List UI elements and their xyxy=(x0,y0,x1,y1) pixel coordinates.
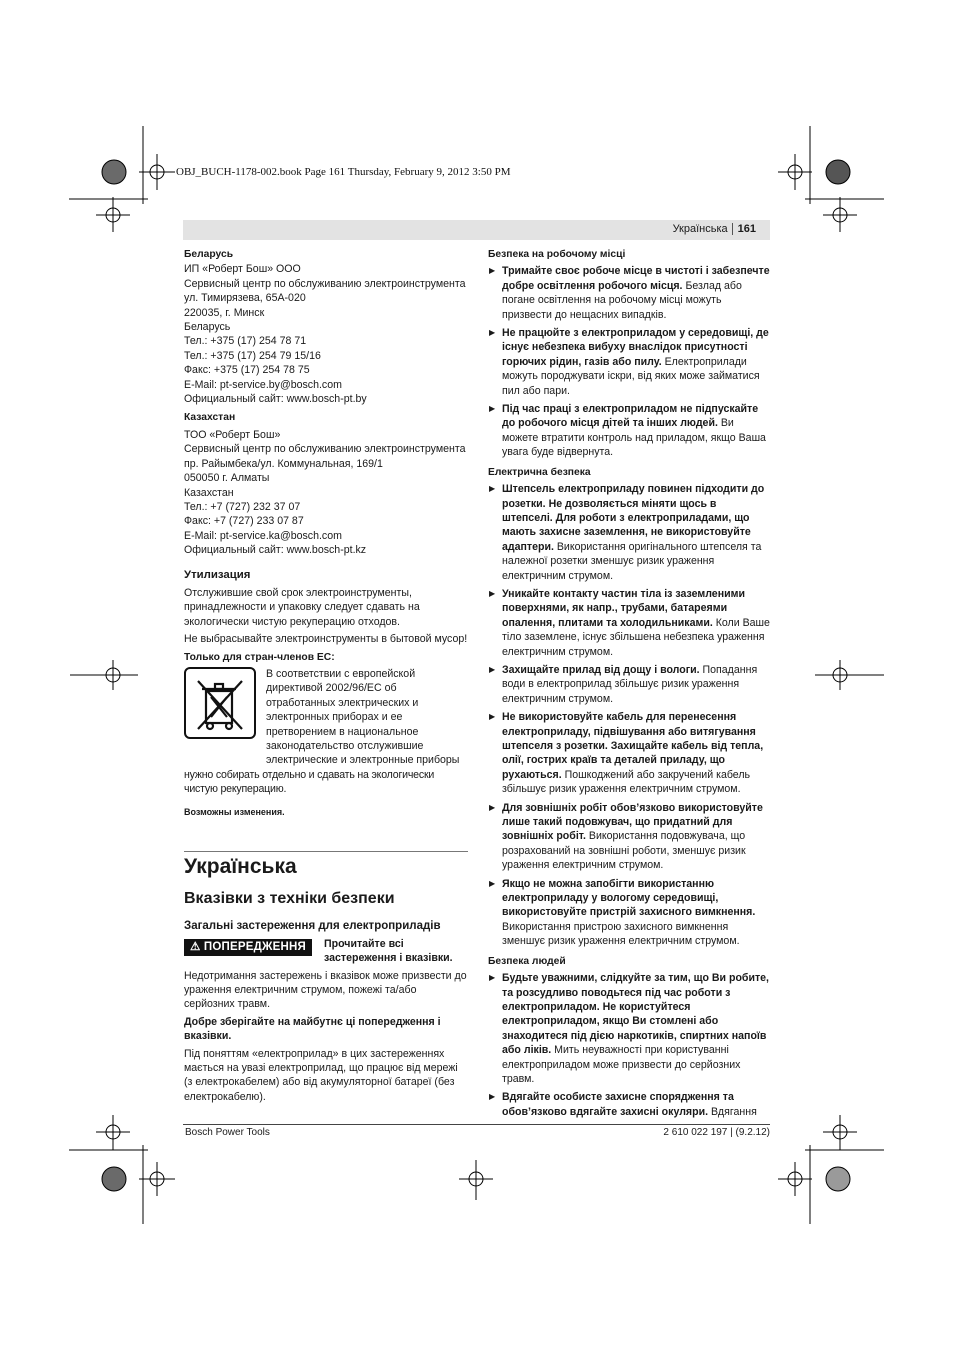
address-line: Сервисный центр по обслуживанию электроинструмента xyxy=(184,277,466,290)
list-item: ▶ Тримайте своє робоче місце в чистоті і забезпечте добре освітлення робочого місця. Безлад або погане освітлення на робочому місці можуть призвести до нещасних випадків. xyxy=(488,264,770,322)
disposal-warning: Не выбрасывайте электроинструменты в бытовой мусор! xyxy=(184,633,468,646)
keep-instructions: Добре зберігайте на майбутнє ці попередження і вказівки. xyxy=(184,1015,441,1043)
noncompliance-paragraph: Недотримання застережень і вказівок може призвести до ураження електричним струмом, пожежі та/або серйозних травм. xyxy=(184,969,467,1011)
phone-line: Тел.: +375 (17) 254 79 15/16 xyxy=(184,349,321,362)
eu-line: директивой 2002/96/ЕС об xyxy=(266,682,397,695)
address-line: Беларусь xyxy=(184,321,231,334)
eu-block xyxy=(184,667,468,768)
header-section: Українська xyxy=(672,223,728,235)
eu-line: законодательство отслужившие xyxy=(266,740,424,752)
eu-line: отработанных электрических и xyxy=(266,696,419,709)
eu-text xyxy=(266,667,459,768)
list-item: ▶ Для зовнішніх робіт обов’язково використовуйте лише такий подовжувач, що придатний для зовнішніх робіт. Використання подовжувача, що розрахований на зовнішні роботи, зменшує ризик ураження електричним струмом. xyxy=(488,801,770,873)
eu-line: электрические и электронные приборы xyxy=(266,754,460,767)
page-header xyxy=(183,220,770,240)
warning-block xyxy=(184,937,468,967)
address-line: Сервисный центр по обслуживанию электроинструмента xyxy=(184,443,466,456)
list-item: ▶ Не використовуйте кабель для перенесення електроприладу, підвішування або витягування штепселя з розетки. Захищайте кабель від тепла, олії, гострих країв та деталей приладу, що рухаються. Пошкоджений або закручений кабель збільшує ризик ураження електричним струмом. xyxy=(488,710,770,796)
eu-line: В соответствии с европейской xyxy=(266,667,416,680)
list-item: ▶ Уникайте контакту частин тіла із заземленими поверхнями, як напр., трубами, батареями опалення, плитами та холодильниками. Коли Ваше тіло заземлене, існує збільшена небезпека ураження електричним струмом. xyxy=(488,587,770,659)
work-area-title: Безпека на робочому місці xyxy=(488,249,626,260)
list-item: ▶ Захищайте прилад від дощу і вологи. Попадання води в електроприлад збільшує ризик ураження електричним струмом. xyxy=(488,663,770,706)
safety-title: Вказівки з техніки безпеки xyxy=(184,890,395,908)
kazakhstan-address xyxy=(184,428,468,558)
disposal-paragraph: Отслужившие свой срок электроинструменты, принадлежности и упаковку следует сдавать на экологически чистую рекуперацию отходов. xyxy=(184,586,420,628)
electrical-safety-list xyxy=(488,482,770,949)
address-line: 220035, г. Минск xyxy=(184,306,265,319)
fax-line: Факс: +375 (17) 254 78 75 xyxy=(184,364,310,377)
list-item: ▶ Штепсель електроприладу повинен підходити до розетки. Не дозволяється міняти щось в штепселі. Для роботи з електроприладами, що мають захисне заземлення, не використовуйте адаптери. Використання оригінального штепселя та належної розетки зменшує ризик ураження електричним струмом. xyxy=(488,482,770,583)
changes-note: Возможны изменения. xyxy=(184,806,285,817)
email-line: E-Mail: pt-service.ka@bosch.com xyxy=(184,529,342,542)
belarus-address xyxy=(184,262,468,406)
phone-line: Тел.: +7 (727) 232 37 07 xyxy=(184,500,301,513)
work-area-list xyxy=(488,264,770,459)
footer-rule xyxy=(183,1124,770,1125)
email-line: E-Mail: pt-service.by@bosch.com xyxy=(184,378,342,391)
personal-safety-list xyxy=(488,971,770,1119)
footer-brand: Bosch Power Tools xyxy=(185,1127,270,1138)
disposal-title: Утилизация xyxy=(184,568,251,581)
list-item: ▶ Під час праці з електроприладом не підпускайте до робочого місця дітей та інших людей. Ви можете втратити контроль над приладом, якщо Ваша увага буде відвернута. xyxy=(488,402,770,460)
belarus-title: Беларусь xyxy=(184,249,234,260)
address-line: пр. Райымбека/ул. Коммунальная, 169/1 xyxy=(184,457,383,470)
list-item: ▶ Вдягайте особисте захисне спорядження та обов’язково вдягайте захисні окуляри. Вдягання xyxy=(488,1090,770,1119)
eu-continuation: нужно собирать отдельно и сдавать на экологически чистую рекуперацию. xyxy=(184,768,435,796)
eu-title: Только для стран-членов ЕС: xyxy=(184,651,335,663)
phone-line: Тел.: +375 (17) 254 78 71 xyxy=(184,335,307,348)
weee-bin-icon xyxy=(184,667,256,739)
page-number: 161 xyxy=(732,223,756,235)
list-item: ▶ Якщо не можна запобігти використанню електроприладу у вологому середовищі, використовуйте пристрій захисного вимкнення. Використання пристрою захисного вимкнення зменшує ризик ураження електричним струмом. xyxy=(488,877,770,949)
language-section xyxy=(184,851,468,1104)
general-warnings-title: Загальні застереження для електроприладів xyxy=(184,920,441,933)
fax-line: Факс: +7 (727) 233 07 87 xyxy=(184,515,304,528)
personal-safety-title: Безпека людей xyxy=(488,955,566,967)
website-line: Официальный сайт: www.bosch-pt.by xyxy=(184,393,367,406)
print-slug: OBJ_BUCH-1178-002.book Page 161 Thursday, February 9, 2012 3:50 PM xyxy=(176,166,511,178)
warning-badge xyxy=(184,939,312,956)
list-item: ▶ Не працюйте з електроприладом у середовищі, де існує небезпека вибуху внаслідок присутності горючих рідин, газів або пилу. Електроприлади можуть породжувати іскри, від яких може займатися пил або пари. xyxy=(488,326,770,398)
address-line: Казахстан xyxy=(184,486,234,499)
address-line: ИП «Роберт Бош» ООО xyxy=(184,263,301,276)
left-column xyxy=(184,248,468,1104)
language-title: Українська xyxy=(184,855,297,879)
electrical-safety-title: Електрична безпека xyxy=(488,466,591,478)
list-item: ▶ Будьте уважними, слідкуйте за тим, що Ви робите, та розсудливо поводьтеся під час роботи з електроприладом. Не користуйтеся електроприладом, якщо Ви стомлені або знаходитеся під дією наркотиків, спиртних напоїв або ліків. Мить неуважності при користуванні електроприладом може призвести до серйозних травм. xyxy=(488,971,770,1086)
warning-triangle-icon: ⚠ xyxy=(190,940,201,953)
website-line: Официальный сайт: www.bosch-pt.kz xyxy=(184,544,367,557)
kazakhstan-title: Казахстан xyxy=(184,412,236,424)
footer-doc-number: 2 610 022 197 | (9.2.12) xyxy=(663,1127,770,1138)
warning-text: Прочитайте всі застереження і вказівки. xyxy=(324,937,453,964)
eu-line: электронных приборах и ее xyxy=(266,711,403,724)
address-line: ул. Тимирязева, 65А-020 xyxy=(184,292,306,305)
address-line: 050050 г. Алматы xyxy=(184,472,270,485)
address-line: ТОО «Роберт Бош» xyxy=(184,428,281,441)
warning-label: ПОПЕРЕДЖЕННЯ xyxy=(203,940,306,953)
eu-line: претворением в национальное xyxy=(266,725,419,738)
term-definition: Під поняттям «електроприлад» в цих застереженнях мається на увазі електроприлад, що працює від мережі (з електрокабелем) або від акумуляторної батареї (без електрокабелю). xyxy=(184,1047,458,1103)
right-column xyxy=(488,248,770,1123)
